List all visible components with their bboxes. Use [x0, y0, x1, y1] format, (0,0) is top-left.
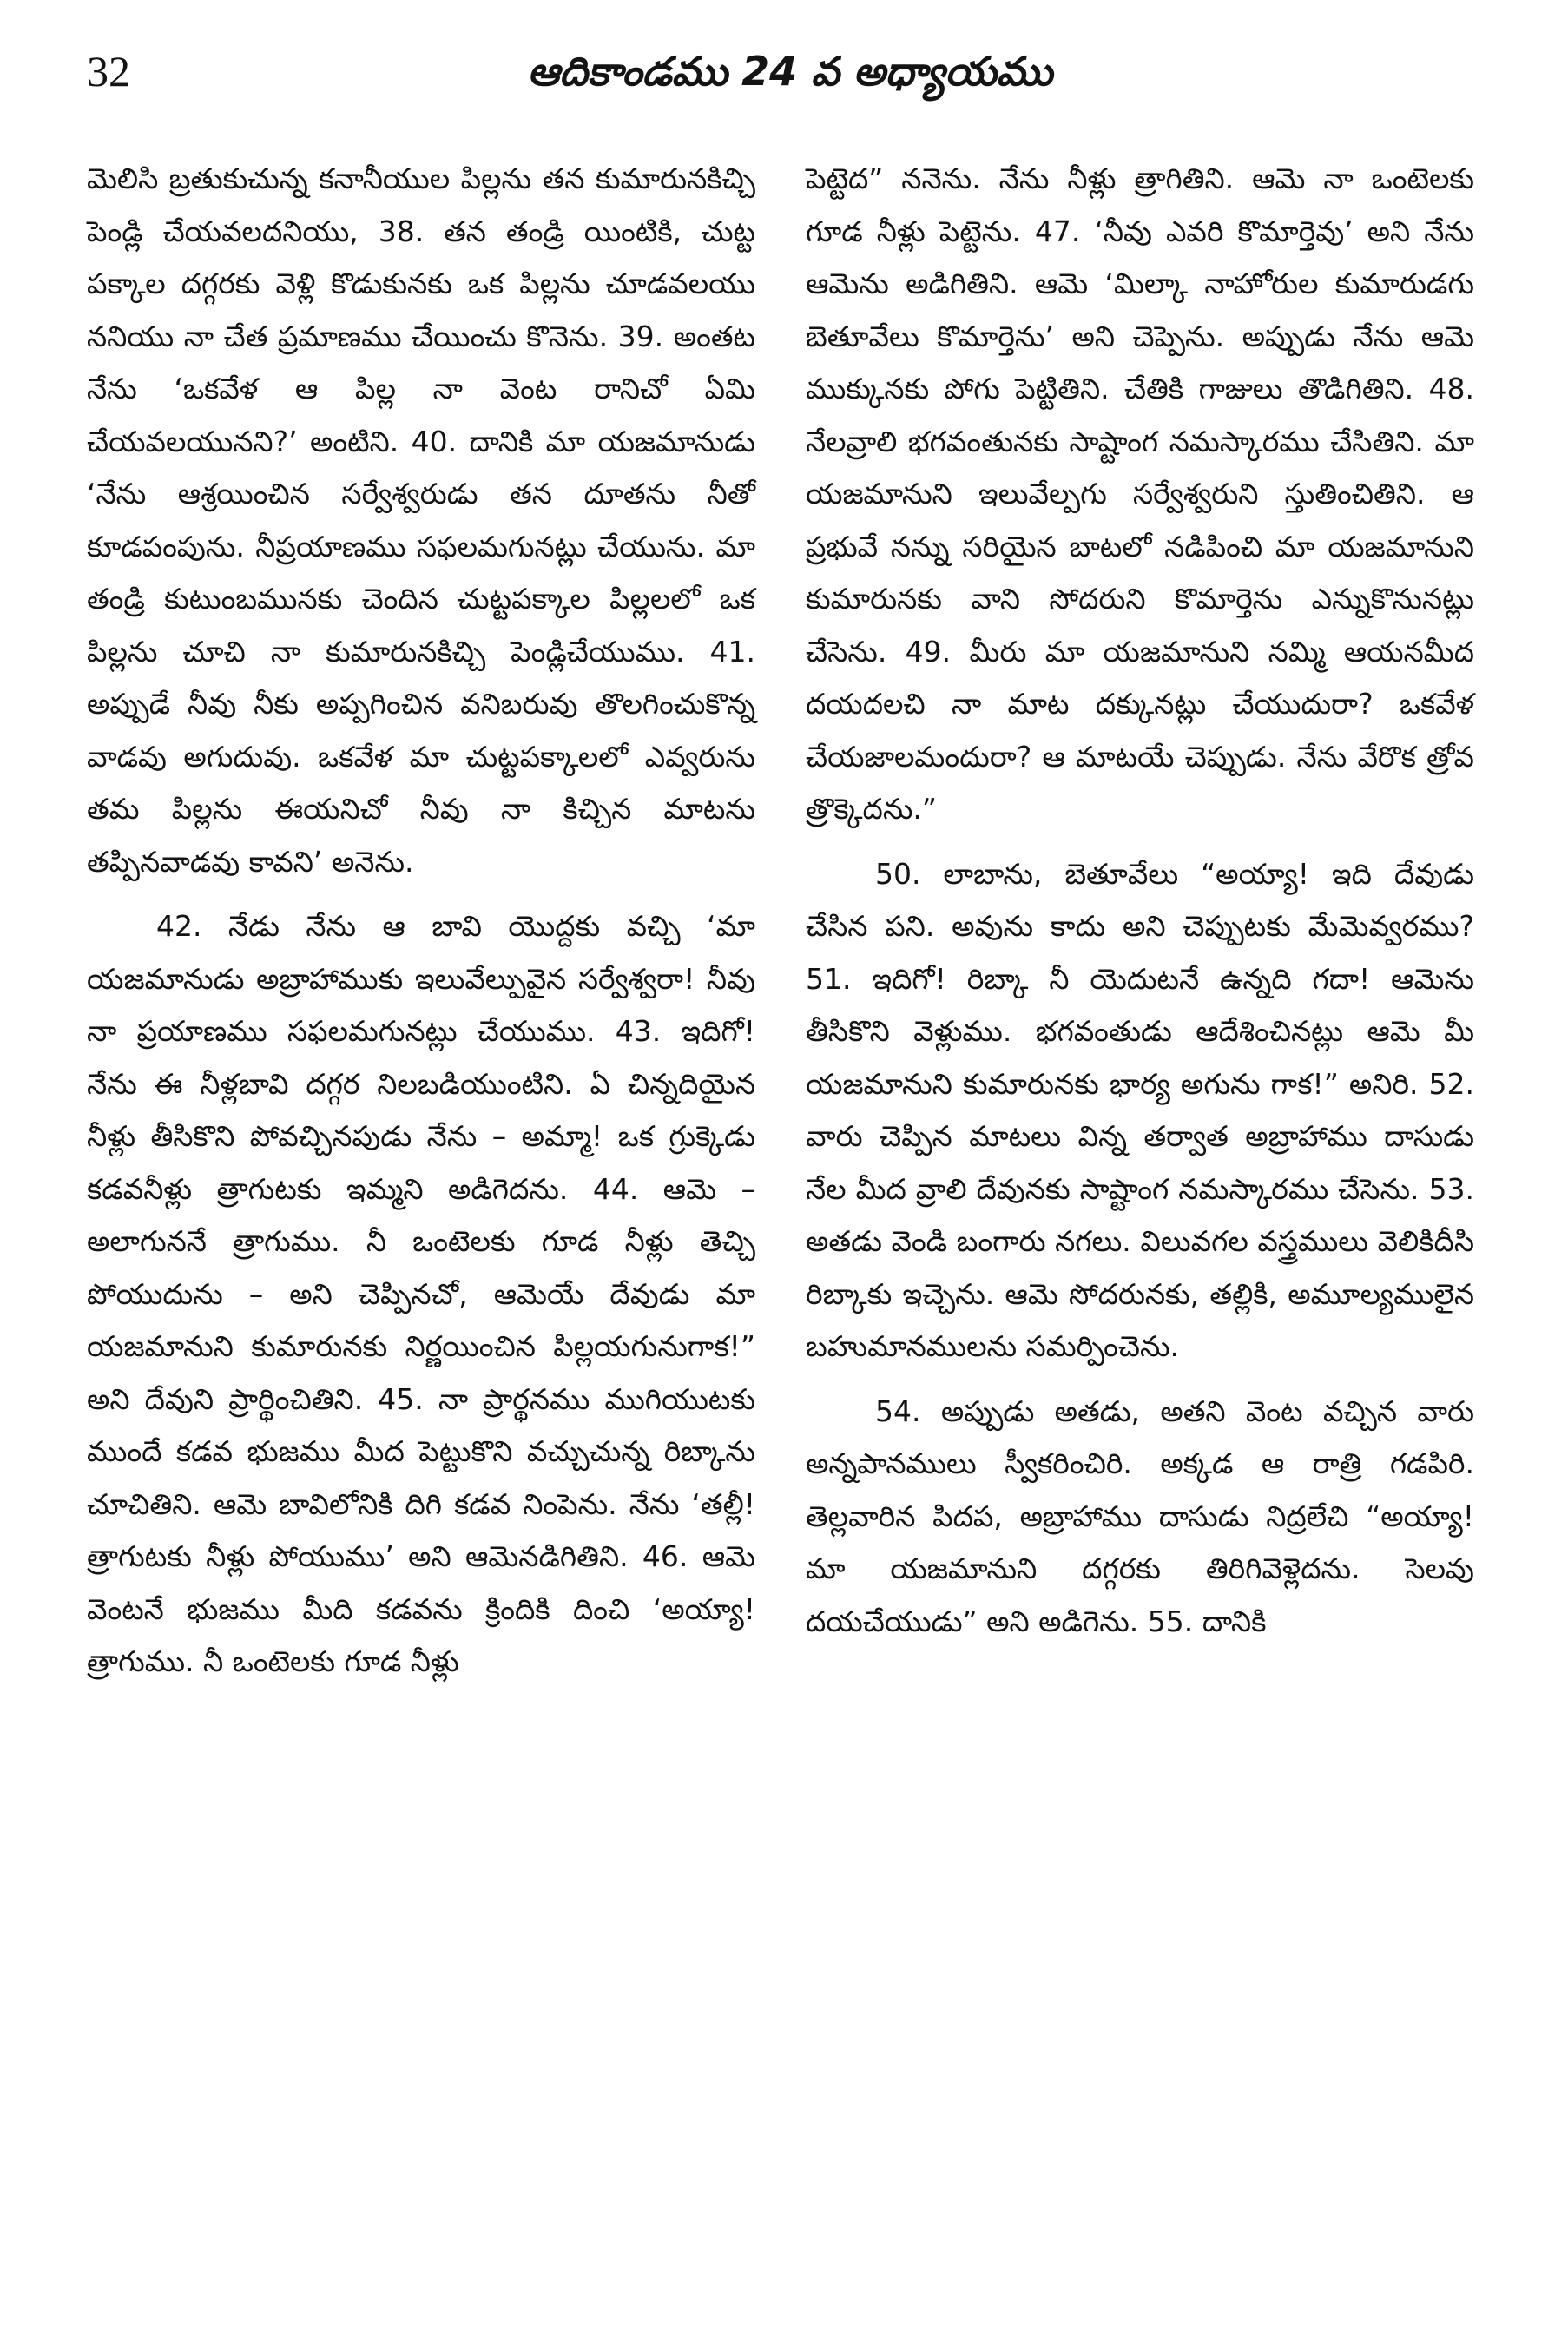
paragraph-verses-46-49: పెట్టెద” ననెను. నేను నీళ్లు త్రాగితిని. ఆమె నా ఒంటెలకు గూడ నీళ్లు పెట్టెను. 47. ‘నీవు ఎవరి కొమార్తెవు’ అని నేను ఆమెను అడిగితిని. ఆమె ‘మిల్కా నాహోరుల కుమారుడగు బెతూవేలు కొమార్తెను’ అని చెప్పెను. అప్పుడు నేను ఆమె ముక్కునకు పోగు పెట్టితిని. చేతికి గాజులు తొడిగితిని. 48. నేలవ్రాలి భగవంతునకు సాష్టాంగ నమస్కారము చేసితిని. మా యజమానుని ఇలువేల్పగు సర్వేశ్వరుని స్తుతించితిని. ఆ ప్రభువే నన్ను సరియైన బాటలో నడిపించి మా యజమానుని కుమారునకు వాని సోదరుని కొమార్తెను ఎన్నుకొనునట్లు చేసెను. 49. మీరు మా యజమానుని నమ్మి ఆయనమీద దయదలచి నా మాట దక్కునట్లు చేయుదురా? ఒకవేళ చేయజాలమందురా? ఆ మాటయే చెప్పుడు. నేను వేరొక త్రోవ త్రొక్కెదను.” — [806, 161, 1474, 826]
paragraph-verses-37-41: మెలిసి బ్రతుకుచున్న కనానీయుల పిల్లను తన కుమారునకిచ్చి పెండ్లి చేయవలదనియు, 38. తన తండ్రి యింటికి, చుట్ట పక్కాల దగ్గరకు వెళ్లి కొడుకునకు ఒక పిల్లను చూడవలయు ననియు నా చేత ప్రమాణము చేయించు కొనెను. 39. అంతట నేను ‘ఒకవేళ ఆ పిల్ల నా వెంట రానిచో ఏమి చేయవలయునని?’ అంటిని. 40. దానికి మా యజమానుడు ‘నేను ఆశ్రయించిన సర్వేశ్వరుడు తన దూతను నీతో కూడపంపును. నీప్రయాణము సఫలమగునట్లు చేయును. మా తండ్రి కుటుంబమునకు చెందిన చుట్టపక్కాల పిల్లలలో ఒక పిల్లను చూచి నా కుమారునకిచ్చి పెండ్లిచేయుము. 41. అప్పుడే నీవు నీకు అప్పగించిన వనిబరువు తొలగించుకొన్న వాడవు అగుదువు. ఒకవేళ మా చుట్టపక్కాలలో ఎవ్వరును తమ పిల్లను ఈయనిచో నీవు నా కిచ్చిన మాటను తప్పినవాడవు కావని’ అనెను. — [87, 161, 755, 879]
page-number: 32 — [87, 47, 130, 96]
right-column — [806, 153, 1474, 1648]
left-column — [87, 153, 755, 1689]
running-head: ఆదికాండము 24 వ అధ్యాయము — [527, 48, 1053, 95]
paragraph-verses-50-53: 50. లాబాను, బెతూవేలు “అయ్యా! ఇది దేవుడు చేసిన పని. అవును కాదు అని చెప్పుటకు మేమెవ్వరము? 51. ఇదిగో! రిబ్కా నీ యెదుటనే ఉన్నది గదా! ఆమెను తీసికొని వెళ్లుము. భగవంతుడు ఆదేశించినట్లు ఆమె మీ యజమానుని కుమారునకు భార్య అగును గాక!” అనిరి. 52. వారు చెప్పిన మాటలు విన్న తర్వాత అబ్రాహాము దాసుడు నేల మీద వ్రాలి దేవునకు సాష్టాంగ నమస్కారము చేసెను. 53. అతడు వెండి బంగారు నగలు. విలువగల వస్త్రములు వెలికిదీసి రిబ్కాకు ఇచ్చెను. ఆమె సోదరునకు, తల్లికి, అమూల్యములైన బహుమానములను సమర్పించెను. — [806, 856, 1474, 1363]
paragraph-verses-42-46: 42. నేడు నేను ఆ బావి యొద్దకు వచ్చి ‘మా యజమానుడు అబ్రాహాముకు ఇలువేల్పువైన సర్వేశ్వరా! నీవు నా ప్రయాణము సఫలమగునట్లు చేయుము. 43. ఇదిగో! నేను ఈ నీళ్లబావి దగ్గర నిలబడియుంటిని. ఏ చిన్నదియైన నీళ్లు తీసికొని పోవచ్చినపుడు నేను – అమ్మా! ఒక గ్రుక్కెడు కడవనీళ్లు త్రాగుటకు ఇమ్మని అడిగెదను. 44. ఆమె – అలాగుననే త్రాగుము. నీ ఒంటెలకు గూడ నీళ్లు తెచ్చి పోయుదును – అని చెప్పినచో, ఆమెయే దేవుడు మా యజమానుని కుమారునకు నిర్ణయించిన పిల్లయగునుగాక!” అని దేవుని ప్రార్థించితిని. 45. నా ప్రార్థనము ముగియుటకు ముందే కడవ భుజము మీద పెట్టుకొని వచ్చుచున్న రిబ్కాను చూచితిని. ఆమె బావిలోనికి దిగి కడవ నింపెను. నేను ‘తల్లీ! త్రాగుటకు నీళ్లు పోయుము’ అని ఆమెనడిగితిని. 46. ఆమె వెంటనే భుజము మీది కడవను క్రిందికి దించి ‘అయ్యా! త్రాగుము. నీ ఒంటెలకు గూడ నీళ్లు — [87, 909, 755, 1678]
paragraph-verses-54-55: 54. అప్పుడు అతడు, అతని వెంట వచ్చిన వారు అన్నపానములు స్వీకరించిరి. అక్కడ ఆ రాత్రి గడపిరి. తెల్లవారిన పిదప, అబ్రాహాము దాసుడు నిద్రలేచి “అయ్యా! మా యజమానుని దగ్గరకు తిరిగివెళ్లెదను. సెలవు దయచేయుడు” అని అడిగెను. 55. దానికి — [806, 1393, 1474, 1638]
